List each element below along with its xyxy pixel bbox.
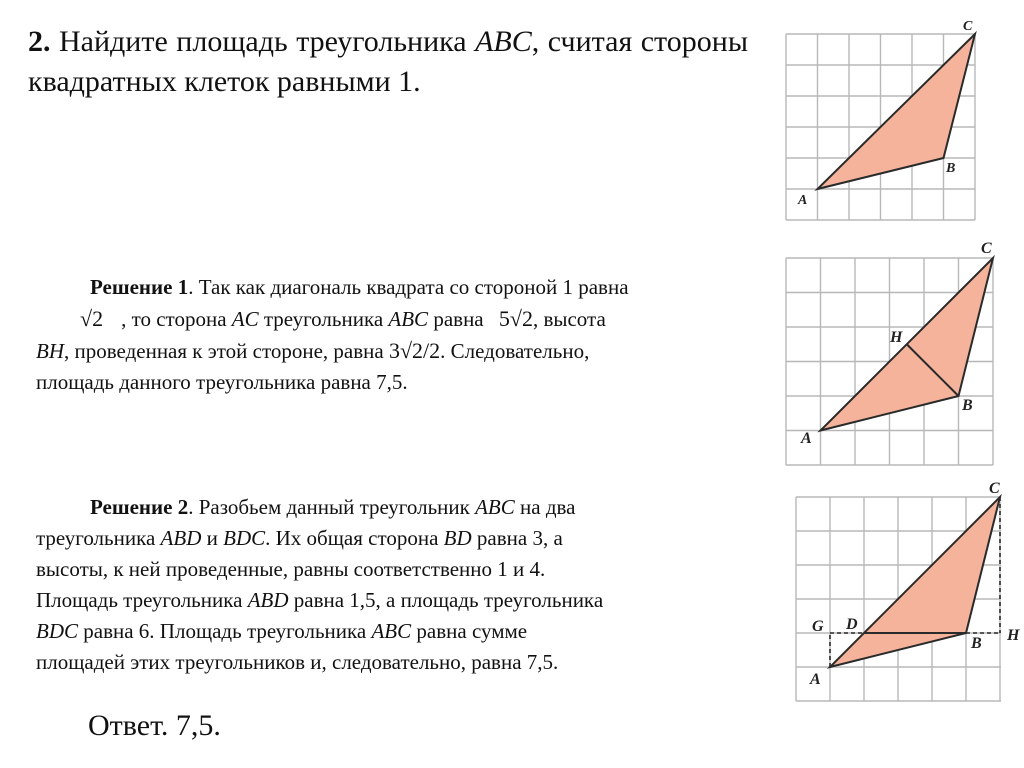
solution-2-text-9: равна 1,5, а площадь треугольника <box>288 588 604 612</box>
figure-3-label-b: B <box>971 635 982 652</box>
solution-1-heading: Решение 1 <box>90 275 189 299</box>
solution-1-text-6: , проведенная к этой стороне, равна <box>64 339 389 363</box>
var-ac: AC <box>231 307 259 331</box>
solution-1-text-2: , то сторона <box>121 307 232 331</box>
var-bdc: BDC <box>223 526 266 550</box>
figure-2-triangle-height <box>786 240 1016 465</box>
var-abd: ABD <box>160 526 202 550</box>
solution-1-text-1: . Так как диагональ квадрата со стороной 1 равна <box>188 275 629 299</box>
solution-2-text-6: равна 3, а <box>471 526 563 550</box>
figure-1-label-b: B <box>946 161 956 176</box>
figure-1-label-c: C <box>963 19 973 34</box>
var-abd-2: ABD <box>247 588 289 612</box>
solution-1-text-5: , высота <box>532 307 606 331</box>
var-bd: BD <box>443 526 472 550</box>
problem-statement <box>28 22 748 102</box>
solution-2-text-10: равна 6. Площадь треугольника <box>78 619 372 643</box>
figure-3-label-d: D <box>846 616 858 633</box>
var-abc-2: ABC <box>475 495 515 519</box>
var-abc-3: ABC <box>371 619 412 643</box>
figure-2-label-b: B <box>962 397 973 414</box>
solution-2-text-2: на два <box>514 495 576 519</box>
solution-2-text-12: площадей этих треугольников и, следовательно, равна 7,5. <box>36 650 559 674</box>
figure-2-label-a: A <box>801 430 812 447</box>
solution-1-line-4: площадь данного треугольника равна 7,5. <box>36 370 408 394</box>
solution-1 <box>36 272 756 405</box>
figure-2-label-h: H <box>890 329 903 346</box>
solution-2-text-1: . Разобьем данный треугольник <box>188 495 476 519</box>
height-formula: 3√2/2 <box>388 338 441 363</box>
solution-2-text-11: равна сумме <box>411 619 528 643</box>
figure-2-label-c: C <box>981 240 992 257</box>
figure-3-triangle-split <box>796 478 1024 706</box>
figure-3-label-a: A <box>810 671 821 688</box>
five-sqrt2-formula: 5√2 <box>498 306 533 331</box>
figure-1-triangle <box>786 14 986 224</box>
solution-2-text-3: треугольника <box>36 526 161 550</box>
problem-text-1: Найдите площадь треугольника <box>50 25 476 58</box>
solution-1-text-3: треугольника <box>258 307 389 331</box>
var-bdc-2: BDC <box>36 619 78 643</box>
solution-1-text-7: . Следовательно, <box>440 339 590 363</box>
var-bh: BH <box>36 339 64 363</box>
figure-3-label-h: H <box>1007 627 1020 644</box>
answer: Ответ. 7,5. <box>88 709 221 742</box>
problem-text-2: , считая стороны квадратных клеток равными 1. <box>28 25 748 98</box>
solution-2-text-5: . Их общая сторона <box>265 526 444 550</box>
figure-3-label-g: G <box>812 618 824 635</box>
solution-2-text-7: высоты, к ней проведенные, равны соответственно 1 и 4. <box>36 557 546 581</box>
problem-var-abc: ABC <box>475 25 532 58</box>
solution-2-text-8: Площадь треугольника <box>36 588 248 612</box>
figure-1-label-a: A <box>798 193 808 208</box>
solution-2-text-4: и <box>201 526 224 550</box>
solution-1-text-4: равна <box>428 307 489 331</box>
solution-2 <box>36 492 736 678</box>
sqrt2-formula: √2 <box>80 306 104 331</box>
var-abc: ABC <box>388 307 429 331</box>
solution-2-heading: Решение 2 <box>90 495 189 519</box>
problem-number: 2. <box>28 25 51 58</box>
figure-3-label-c: C <box>989 480 1000 497</box>
